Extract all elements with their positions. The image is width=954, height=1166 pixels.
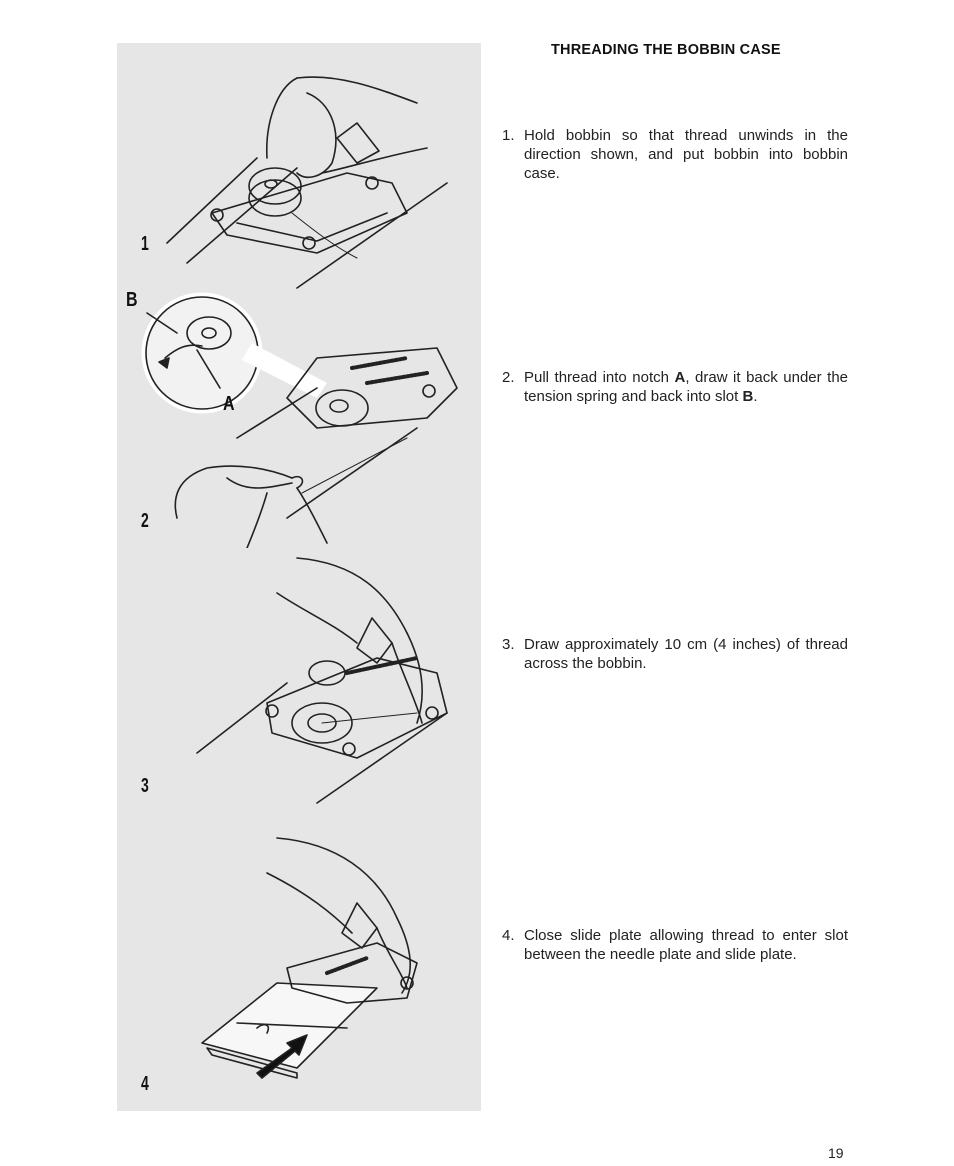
step-2-text-after: . xyxy=(753,388,758,405)
step-2-slot-b: B xyxy=(742,388,754,405)
page-number: 19 xyxy=(828,1145,844,1161)
step-2 xyxy=(502,368,848,406)
figure-4-number: 4 xyxy=(141,1073,149,1095)
step-3-text: Draw approximately 10 cm (4 inches) of thread across the bobbin. xyxy=(524,636,848,672)
step-2-notch-a: A xyxy=(674,369,686,386)
figure-2-illustration xyxy=(117,288,481,548)
step-4-text: Close slide plate allowing thread to enter slot between the needle plate and slide plate. xyxy=(524,927,848,963)
step-1-text: Hold bobbin so that thread unwinds in the direction shown, and put bobbin into bobbin case. xyxy=(524,127,848,182)
step-1 xyxy=(502,126,848,183)
illustration-panel xyxy=(117,43,481,1111)
figure-4-illustration xyxy=(117,823,481,1083)
step-2-text-before: Pull thread into notch xyxy=(524,369,675,386)
step-4 xyxy=(502,926,848,964)
page-title: THREADING THE BOBBIN CASE xyxy=(551,42,781,58)
figure-1-number: 1 xyxy=(141,233,149,255)
figure-2-number: 2 xyxy=(141,510,149,532)
callout-b: B xyxy=(126,289,138,311)
step-2-text xyxy=(524,368,848,406)
step-3 xyxy=(502,635,848,673)
figure-3-number: 3 xyxy=(141,775,149,797)
callout-a: A xyxy=(223,393,235,415)
step-1-number: 1. xyxy=(502,127,515,144)
step-2-text-middle: , draw it back under the tension spring and back into slot xyxy=(524,369,849,405)
step-2-number: 2. xyxy=(502,369,515,386)
figure-3-illustration xyxy=(117,553,481,813)
step-3-number: 3. xyxy=(502,636,515,653)
figure-1-illustration xyxy=(117,63,481,293)
step-4-number: 4. xyxy=(502,927,515,944)
